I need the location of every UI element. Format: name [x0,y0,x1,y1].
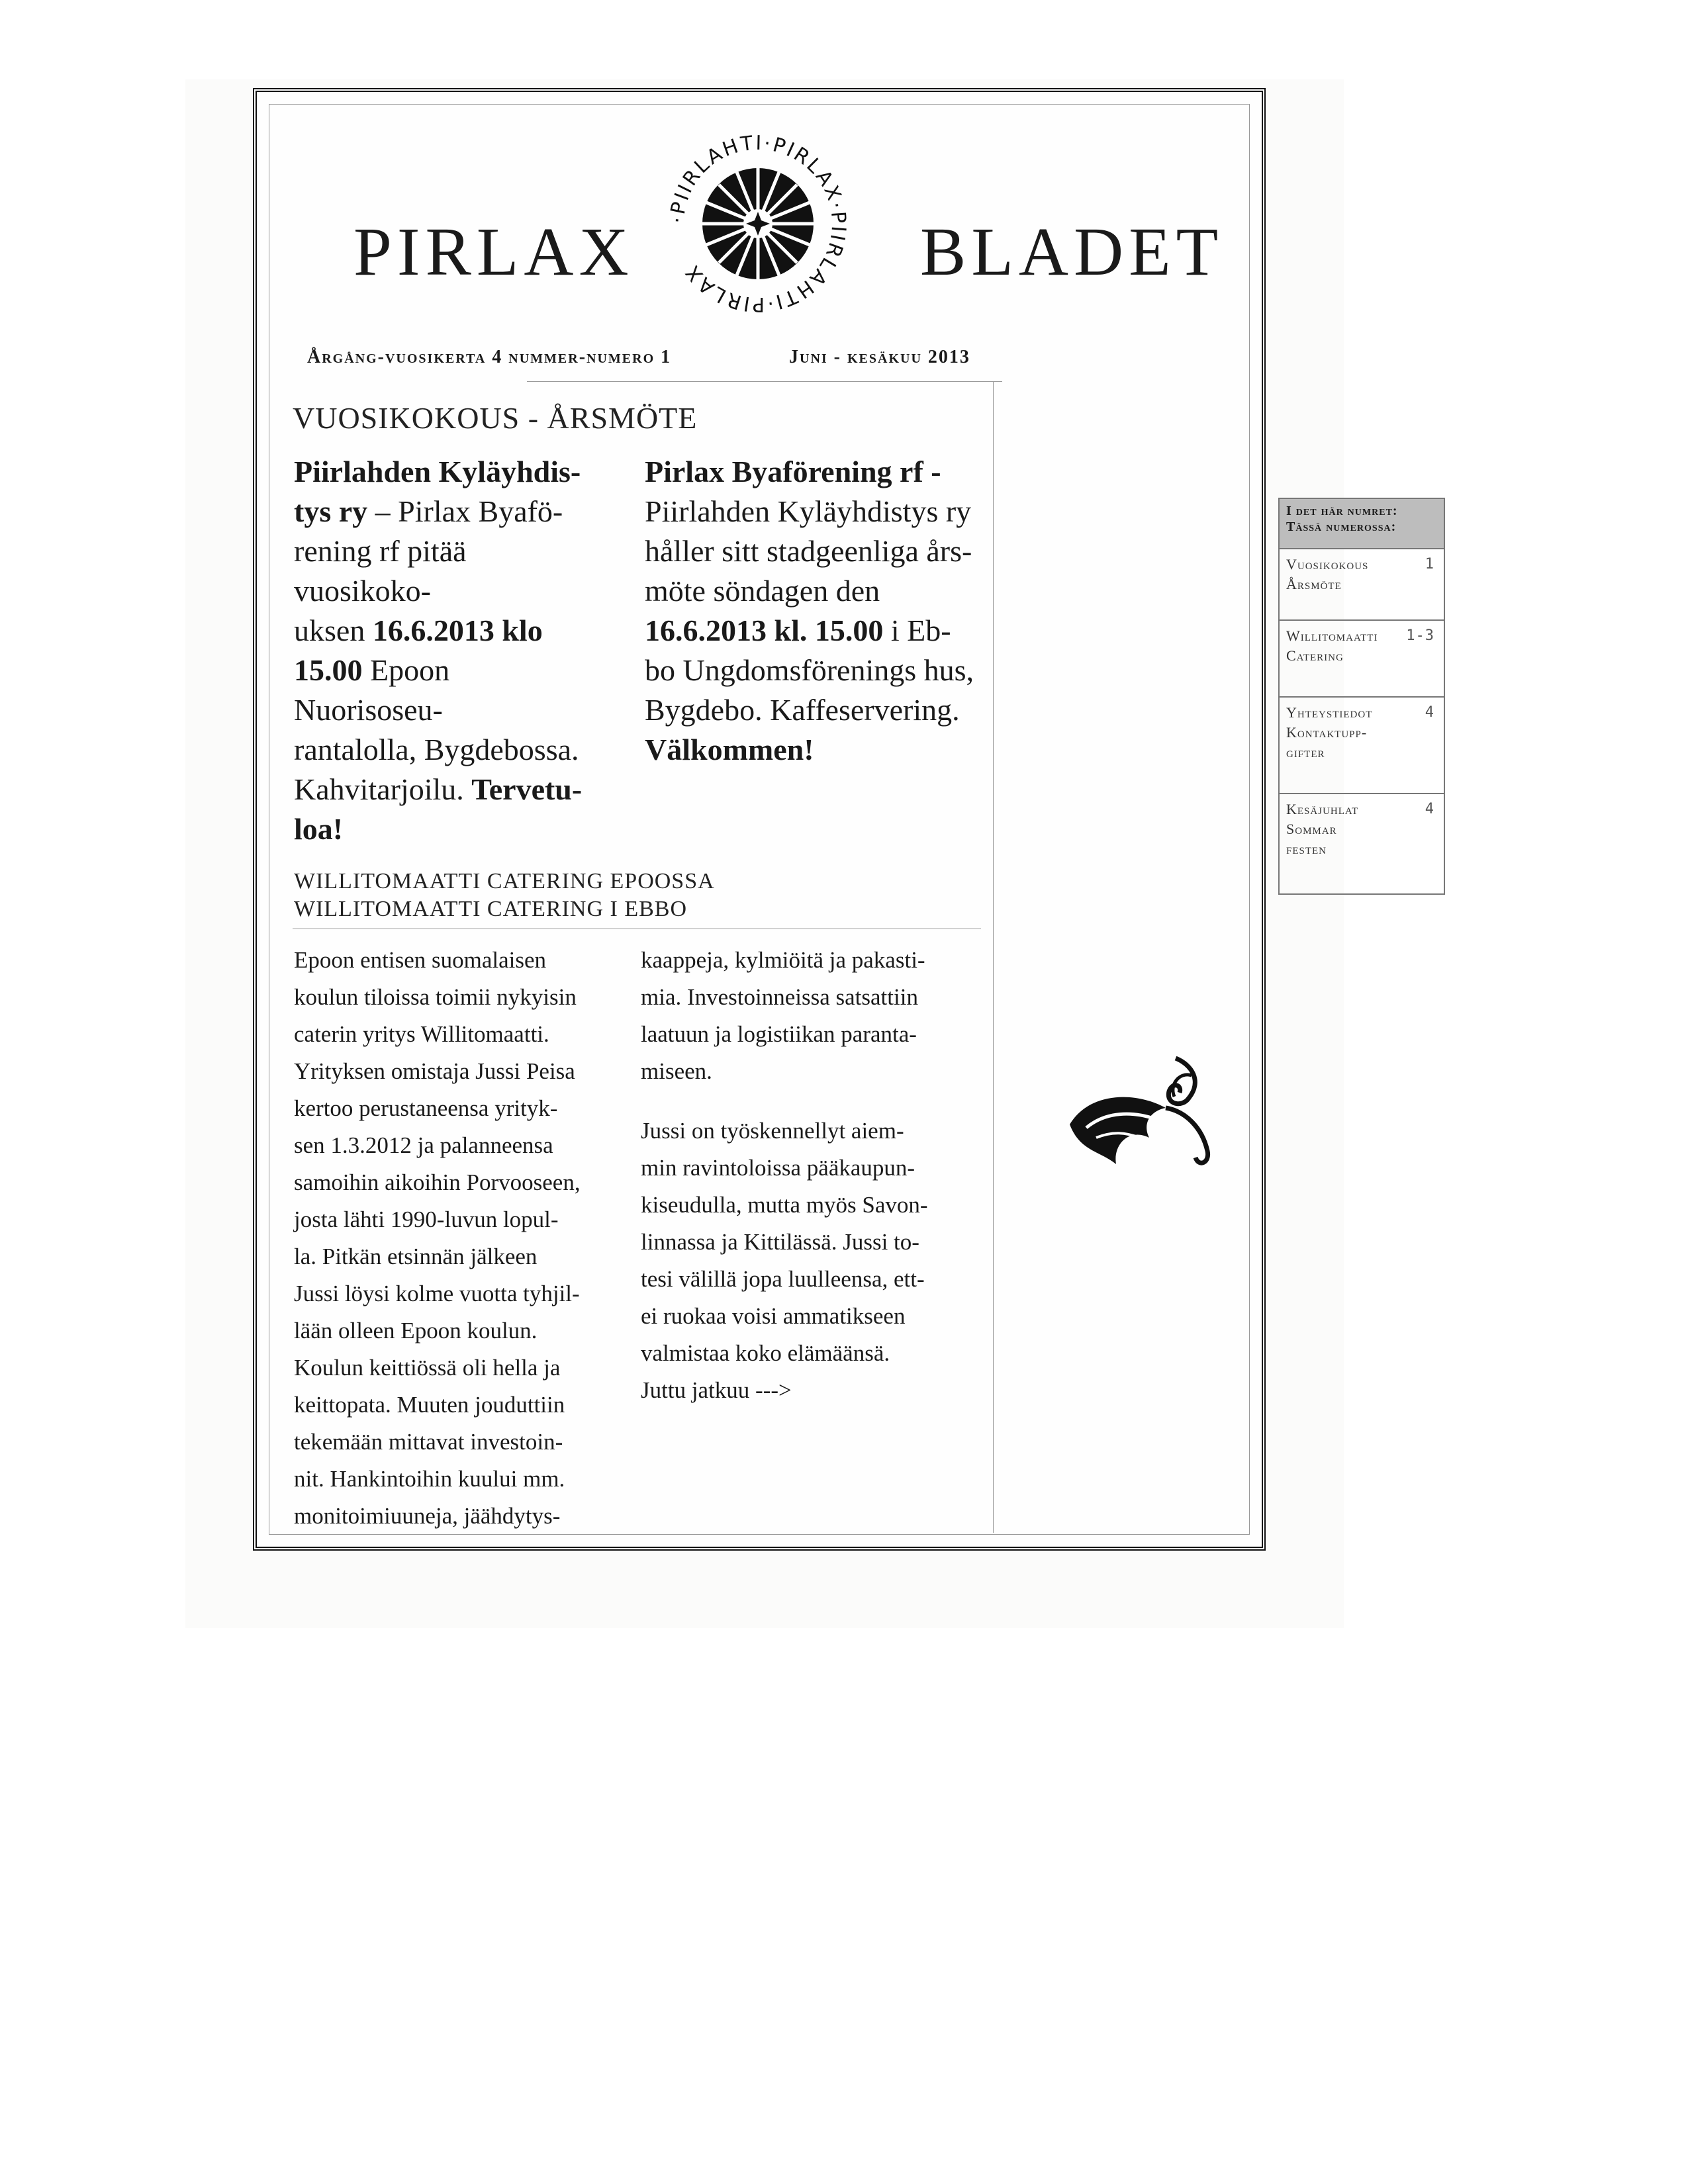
body-line: kaappeja, kylmiöitä ja pakasti- [641,947,925,973]
windmill-logo [662,128,854,320]
logo-ring-text: ·PIIRLAHTI·PIRLAX·PIIRLAHTI·PIRLAX [665,131,851,316]
body-line: tekemään mittavat investoin- [294,1429,563,1455]
toc-item-label: Willitomaatti [1286,627,1378,644]
body-line: miseen. [641,1058,712,1084]
body-line: sen 1.3.2012 ja palanneensa [294,1132,553,1158]
body-line: Epoon entisen suomalaisen [294,947,547,973]
masthead-title-right: BLADET [920,214,1224,290]
toc-item-label: Årsmöte [1286,576,1342,592]
sv-line: Pirlax Byaförening rf - [645,455,941,488]
body-line: ei ruokaa voisi ammatikseen [641,1303,906,1329]
body-line: valmistaa koko elämäänsä. [641,1340,890,1366]
toc-item-label: Vuosikokous [1286,556,1369,572]
newsletter-page [253,88,1434,1551]
fi-line: rantalolla, Bygdebossa. [294,733,579,766]
windmill-sails-icon [702,168,814,279]
article2-column1 [294,942,638,1535]
toc-item-label: Kesäjuhlat [1286,801,1359,817]
toc-item-willitomaatti[interactable] [1280,619,1444,696]
body-line: koulun tiloissa toimii nykyisin [294,984,577,1010]
body-line: la. Pitkän etsinnän jälkeen [294,1244,538,1269]
article1-swedish-text [645,452,989,770]
toc-item-label: Kontaktupp- [1286,724,1368,741]
toc-header-fi: Tässä numerossa: [1286,520,1397,534]
toc-item-label: Yhteystiedot [1286,704,1373,721]
body-line: Jussi on työskennellyt aiem- [641,1118,904,1144]
paragraph-gap [641,1090,998,1113]
fi-line: loa! [294,812,344,846]
sv-line: Välkommen! [645,733,814,766]
article1-heading: VUOSIKOKOUS - ÅRSMÖTE [293,401,698,435]
continued-link[interactable]: Juttu jatkuu ---> [641,1377,792,1403]
leaf-flourish-icon [1050,1045,1229,1191]
toc-page-number: 1 [1425,556,1434,572]
masthead-title-left: PIRLAX [353,214,634,290]
fi-line: rening rf pitää vuosikoko- [294,534,467,608]
article2-heading [294,868,715,923]
fi-line: uksen 16.6.2013 klo [294,614,543,647]
sv-line: håller sitt stadgeenliga års- [645,534,972,568]
sv-line: Bygdebo. Kaffeservering. [645,693,960,727]
toc-header [1280,499,1444,548]
body-line: josta lähti 1990-luvun lopul- [294,1206,559,1232]
body-line: mia. Investoinneissa satsattiin [641,984,918,1010]
toc-item-vuosikokous[interactable] [1280,548,1444,619]
fi-line: 15.00 Epoon Nuorisoseu- [294,653,450,727]
article1-finnish-text [294,452,598,849]
fi-line: tys ry – Pirlax Byafö- [294,494,563,528]
issue-volume-number: Årgång-vuosikerta 4 nummer-numero 1 [307,347,672,367]
body-line: monitoimiuuneja, jäähdytys- [294,1503,561,1529]
body-line: kertoo perustaneensa yrityk- [294,1095,558,1121]
fi-line: Piirlahden Kyläyhdis- [294,455,581,488]
toc-page-number: 4 [1425,704,1434,721]
toc-item-label: festen [1286,841,1327,857]
issue-rule [527,381,1002,382]
body-line: lään olleen Epoon koulun. [294,1318,538,1343]
body-line: tesi välillä jopa luulleensa, ett- [641,1266,925,1292]
toc-page-number: 4 [1425,801,1434,817]
body-line: caterin yritys Willitomaatti. [294,1021,549,1047]
body-line: Koulun keittiössä oli hella ja [294,1355,561,1381]
toc-item-label: Catering [1286,647,1344,664]
body-line: Yrityksen omistaja Jussi Peisa [294,1058,575,1084]
toc-item-label: Sommar [1286,821,1337,837]
toc-header-sv: I det här numret: [1286,504,1398,518]
article2-column2 [641,942,998,1409]
toc-item-label: gifter [1286,744,1325,760]
body-line: Jussi löysi kolme vuotta tyhjil- [294,1281,580,1306]
fi-line: Kahvitarjoilu. Tervetu- [294,772,583,806]
table-of-contents [1278,498,1445,895]
body-line: nit. Hankintoihin kuului mm. [294,1466,565,1492]
body-line: kiseudulla, mutta myös Savon- [641,1192,928,1218]
body-line: min ravintoloissa pääkaupun- [641,1155,915,1181]
sv-line: Piirlahden Kyläyhdistys ry [645,494,972,528]
body-line: keittopata. Muuten jouduttiin [294,1392,565,1418]
issue-date: Juni - kesäkuu 2013 [789,347,970,367]
sv-line: bo Ungdomsförenings hus, [645,653,974,687]
body-line: samoihin aikoihin Porvooseen, [294,1169,581,1195]
sv-line: möte söndagen den [645,574,880,608]
toc-item-kesajuhlat[interactable] [1280,793,1444,892]
sv-line: 16.6.2013 kl. 15.00 i Eb- [645,614,951,647]
article2-heading-sv: WILLITOMAATTI CATERING I EBBO [294,897,688,921]
article2-heading-fi: WILLITOMAATTI CATERING EPOOSSA [294,869,715,893]
toc-page-number: 1-3 [1406,627,1434,644]
toc-item-yhteystiedot[interactable] [1280,696,1444,793]
body-line: laatuun ja logistiikan paranta- [641,1021,917,1047]
body-line: linnassa ja Kittilässä. Jussi to- [641,1229,919,1255]
